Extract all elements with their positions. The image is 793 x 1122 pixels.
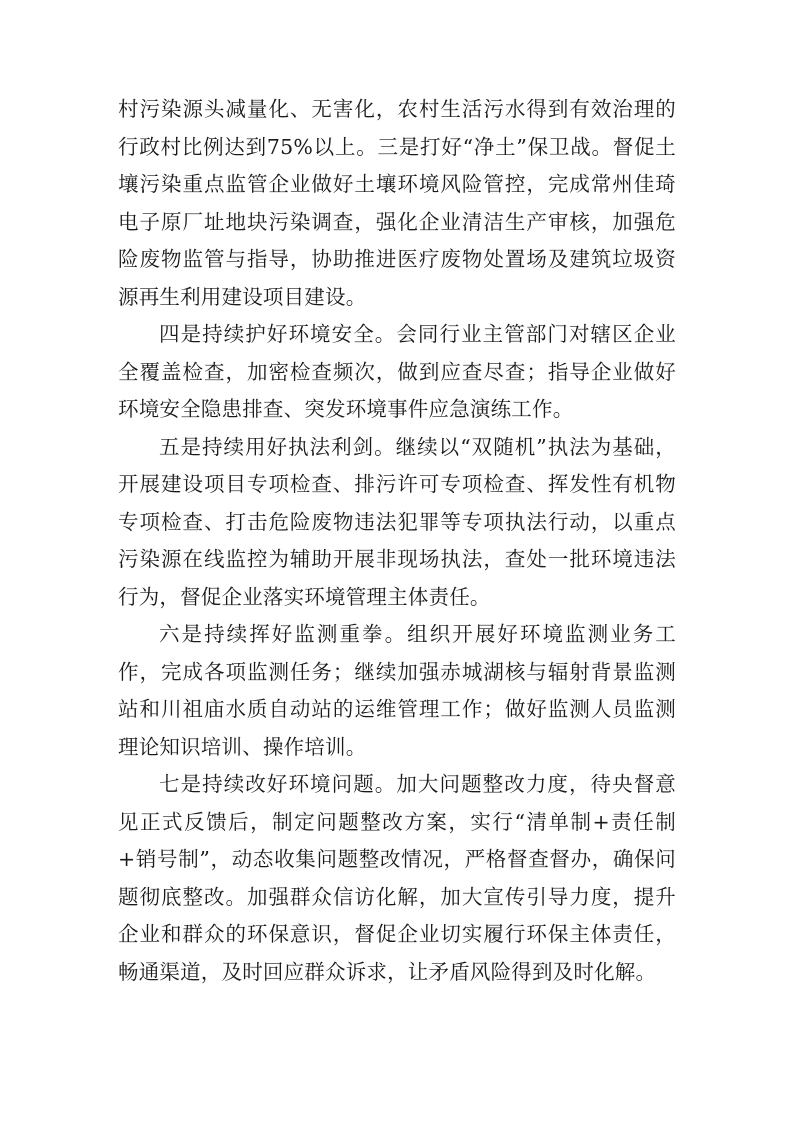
paragraph-monitoring: 六是持续挥好监测重拳。组织开展好环境监测业务工作，完成各项监测任务；继续加强赤城湖核与辐射背景监测站和川祖庙水质自动站的运维管理工作；做好监测人员监测理论知识培训、操作培训。 xyxy=(118,622,676,759)
paragraph-environmental-safety: 四是持续护好环境安全。会同行业主管部门对辖区企业全覆盖检查，加密检查频次，做到应查尽查；指导企业做好环境安全隐患排查、突发环境事件应急演练工作。 xyxy=(118,322,676,421)
paragraph-problem-rectification: 七是持续改好环境问题。加大问题整改力度，待央督意见正式反馈后，制定问题整改方案，实行“清单制+责任制+销号制”，动态收集问题整改情况，严格督查督办，确保问题彻底整改。加强群众信访化解，加大宣传引导力度，提升企业和群众的环保意识，督促企业切实履行环保主体责任，畅通渠道，及时回应群众诉求，让矛盾风险得到及时化解。 xyxy=(118,772,676,984)
document-body xyxy=(118,91,676,991)
paragraph-law-enforcement: 五是持续用好执法利剑。继续以“双随机”执法为基础，开展建设项目专项检查、排污许可专项检查、挥发性有机物专项检查、打击危险废物违法犯罪等专项执法行动，以重点污染源在线监控为辅助开展非现场执法，查处一批环境违法行为，督促企业落实环境管理主体责任。 xyxy=(118,434,676,609)
paragraph-continuation: 村污染源头减量化、无害化，农村生活污水得到有效治理的行政村比例达到75%以上。三是打好“净土”保卫战。督促土壤污染重点监管企业做好土壤环境风险管控，完成常州佳琦电子原厂址地块污染调查，强化企业清洁生产审核，加强危险废物监管与指导，协助推进医疗废物处置场及建筑垃圾资源再生利用建设项目建设。 xyxy=(118,97,676,309)
